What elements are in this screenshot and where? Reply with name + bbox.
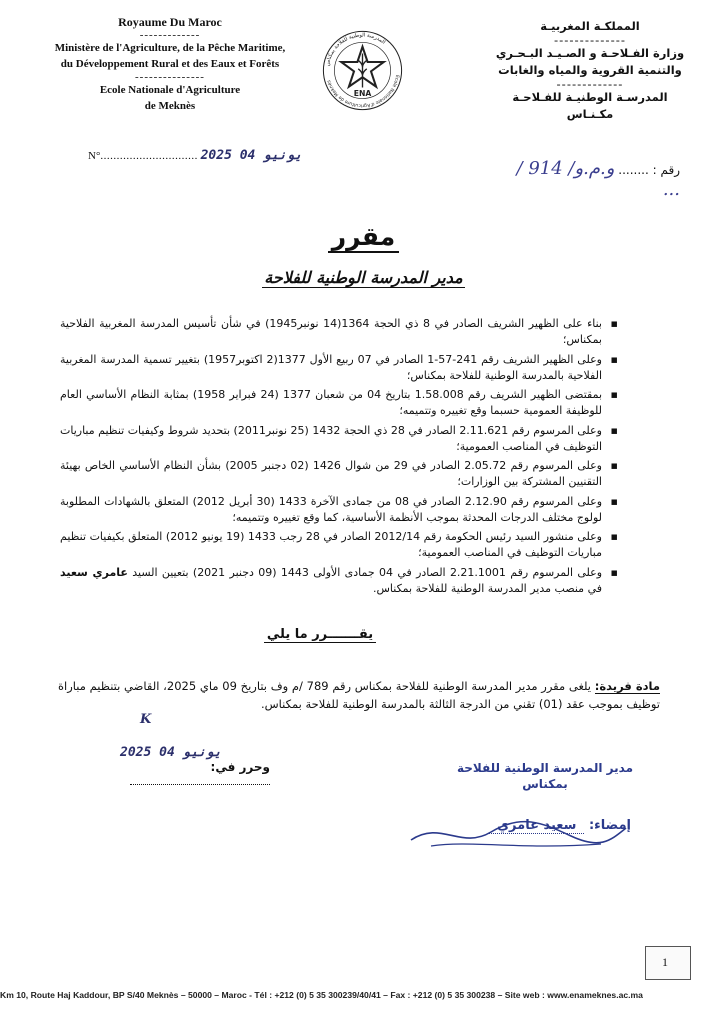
country-name-ar: المملكـة المغربيـة bbox=[540, 19, 640, 33]
ministry-name-ar-line2: والتنمية القروية والمياه والغابات bbox=[498, 63, 682, 77]
document-subtitle bbox=[0, 268, 727, 287]
director-name: عامري سعيد bbox=[60, 565, 128, 579]
list-item: ▪ وعلى الظهير الشريف رقم 241-57-1 الصادر في 07 ربيع الأول 1377(2 اكتوبر1957) بتغيير تسمية المدرسة المغربية الفلاحية بالمدرسة الوطنية للفلاحة بمكناس؛ bbox=[60, 352, 620, 384]
logo-ena-text: ENA bbox=[353, 89, 372, 98]
logo-ring-text-fr: Ecole Nationale d'Agriculture de Meknès bbox=[326, 74, 400, 108]
list-item: ▪ وعلى المرسوم رقم 2.12.90 الصادر في 08 من جمادى الآخرة 1433 (30 أبريل 2012) المتعلق بالشهادات المطلوبة لولوج مختلف الدرجات المحدثة بموجب الأنظمة الأساسية، كما وقع تغييره وتتميمه؛ bbox=[60, 494, 620, 526]
reference-fr bbox=[88, 148, 302, 163]
seal-line1: مدير المدرسة الوطنية للفلاحة bbox=[456, 761, 634, 775]
reference-label-fr: N° bbox=[88, 150, 101, 162]
list-item: ▪ بناء على الظهير الشريف الصادر في 8 ذي الحجة 1364(14 نونبر1945) في شأن تأسيس المدرسة المغربية الفلاحية بمكناس؛ bbox=[60, 316, 620, 348]
signature-name: سعيد عامري bbox=[489, 818, 584, 834]
signature-label: إمضاء: bbox=[588, 818, 631, 833]
school-name-fr-line2: de Meknès bbox=[144, 100, 196, 112]
list-item: ▪ وعلى المرسوم رقم 2.05.72 الصادر في 29 من شوال 1426 (02 دجنبر 2005) بشأن النظام الأساسي الخاص بهيئة التقنيين المشتركة بين الوزارات؛ bbox=[60, 458, 620, 490]
header-separator-ar: -------------- bbox=[553, 33, 627, 47]
subtitle-text: مدير المدرسة الوطنية للفلاحة bbox=[264, 268, 463, 287]
seal-line2: بمكناس bbox=[522, 777, 568, 791]
header-separator-fr-2: --------------- bbox=[135, 71, 205, 83]
article-text: يلغى مقرر مدير المدرسة الوطنية للفلاحة بمكناس رقم 789 /م وف بتاريخ 09 ماي 2025، القاضي بتنظيم مباراة توظيف بموجب عقد (01) تقني من الدرجة الثالثة بالمدرسة الوطنية للفلاحة بمكناس. bbox=[58, 679, 660, 711]
ministry-name-fr-line2: du Développement Rural et des Eaux et Forêts bbox=[60, 58, 280, 70]
title-text: مقرر bbox=[328, 222, 399, 253]
school-name-ar-line2: مكـنـاس bbox=[566, 107, 614, 121]
footer-contact: Km 10, Route Haj Kaddour, BP S/40 Meknès – 50000 – Maroc - Tél : +212 (0) 5 35 300239/40/41 – Fax : +212 (0) 5 35 300238 – Site web : www.enameknes.ac.ma bbox=[0, 990, 643, 1000]
handwritten-initials: K bbox=[140, 712, 152, 727]
written-at bbox=[70, 760, 270, 788]
article-label: مادة فريدة: bbox=[594, 679, 660, 693]
document-title bbox=[0, 222, 727, 251]
reference-dots-fr: .............................. bbox=[100, 150, 198, 162]
country-name-fr: Royaume Du Maroc bbox=[118, 15, 222, 29]
written-at-line bbox=[130, 784, 270, 785]
director-seal bbox=[455, 760, 635, 792]
school-name-fr-line1: Ecole Nationale d'Agriculture bbox=[99, 84, 241, 96]
header-separator-ar-2: ------------- bbox=[556, 77, 624, 91]
reference-handwritten-number: و.م.و/ 914 / ... bbox=[516, 158, 680, 200]
list-item: ▪ وعلى المرسوم رقم 2.11.621 الصادر في 28 ذي الحجة 1432 (25 نونبر2011) بتحديد شروط وكيفيات تنظيم مباريات التوظيف في المناصب العمومية؛ bbox=[60, 423, 620, 455]
signature-block bbox=[489, 818, 631, 833]
header-arabic bbox=[475, 18, 705, 123]
date-stamp-2: 2025 يونيو 04 bbox=[120, 745, 222, 760]
page-number-box bbox=[645, 946, 691, 980]
school-name-ar-line1: المدرسـة الوطنيـة للفـلاحـة bbox=[512, 90, 668, 104]
date-stamp: 2025 يونيو 04 bbox=[200, 148, 303, 163]
header-separator-fr: ------------- bbox=[139, 29, 201, 41]
reference-dots-ar: ........ bbox=[618, 163, 649, 177]
single-article bbox=[58, 677, 660, 713]
legal-basis-list bbox=[60, 316, 620, 600]
list-item: ▪ وعلى المرسوم رقم 2.21.1001 الصادر في 04 جمادى الأولى 1443 (09 دجنبر 2021) بتعيين السيد عامري سعيد في منصب مدير المدرسة الوطنية للفلاحة بمكناس. bbox=[60, 565, 620, 597]
reference-label-ar: رقم : bbox=[652, 163, 680, 177]
header-french bbox=[20, 14, 320, 114]
list-item: ▪ وعلى منشور السيد رئيس الحكومة رقم 2012/14 الصادر في 28 رجب 1433 (19 يونيو 2012) المتعلق بكيفيات تنظيم مباريات التوظيف في المناصب العمومية؛ bbox=[60, 529, 620, 561]
decides-heading: يقـــــــرر ما يلي bbox=[0, 627, 640, 642]
written-at-label: وحرر في: bbox=[210, 760, 270, 774]
reference-ar bbox=[500, 158, 680, 200]
list-item: ▪ بمقتضى الظهير الشريف رقم 1.58.008 بتاريخ 04 من شعبان 1377 (24 فبراير 1958) بمثابة النظام الأساسي العام للوظيفة العمومية حسبما وقع تغييره وتتميمه؛ bbox=[60, 387, 620, 419]
ministry-name-ar-line1: وزارة الفـلاحـة و الصـيـد البـحـري bbox=[495, 46, 685, 60]
page-number: 1 bbox=[662, 955, 668, 969]
school-logo bbox=[320, 28, 405, 113]
logo-ring-text-ar: المدرسة الوطنية للفلاحة بمكناس bbox=[324, 32, 387, 67]
ministry-name-fr-line1: Ministère de l'Agriculture, de la Pêche Maritime, bbox=[54, 42, 286, 54]
